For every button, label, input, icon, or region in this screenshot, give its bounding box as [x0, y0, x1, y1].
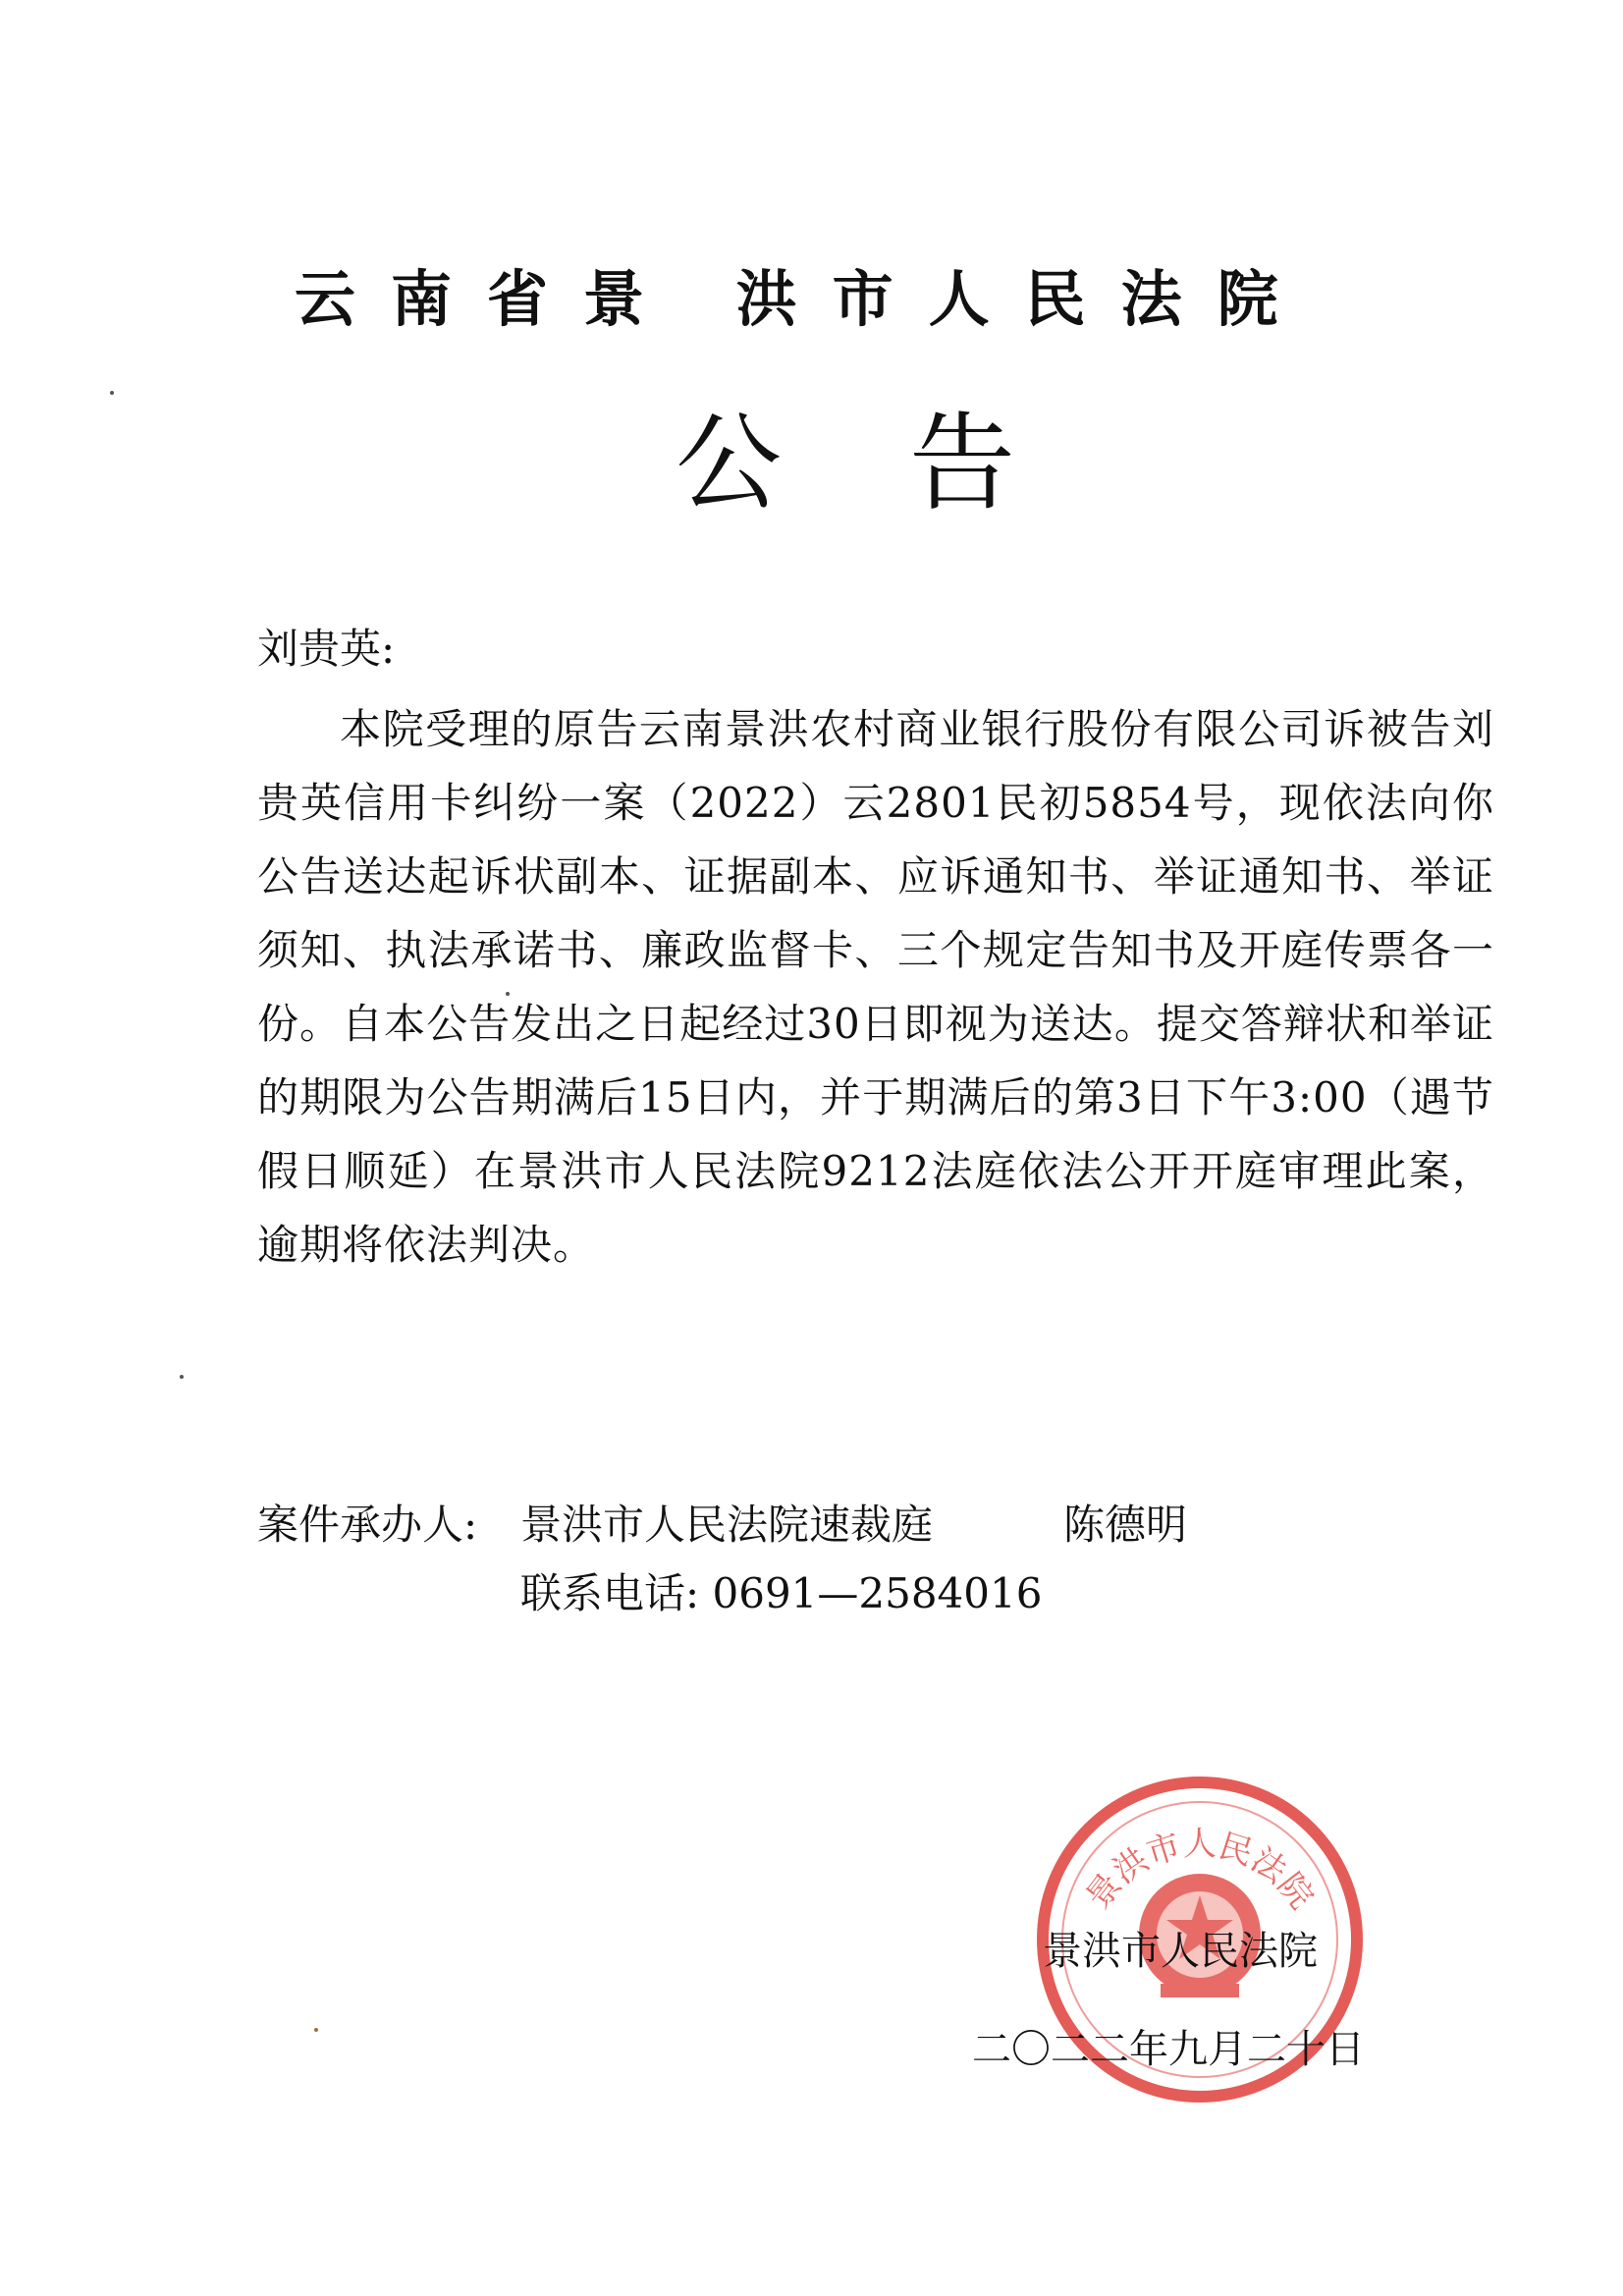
notice-body: 本院受理的原告云南景洪农村商业银行股份有限公司诉被告刘贵英信用卡纠纷一案（2022）云2801民初5854号，现依法向你公告送达起诉状副本、证据副本、应诉通知书、举证通知书、举证须知、执法承诺书、廉政监督卡、三个规定告知书及开庭传票各一份。自本公告发出之日起经过30日即视为送达。提交答辩状和举证的期限为公告期满后15日内，并于期满后的第3日下午3:00（遇节假日顺延）在景洪市人民法院9212法庭依法公开开庭审理此案，逾期将依法判决。 [257, 705, 1494, 1269]
scan-speck [314, 2028, 318, 2032]
scan-speck [180, 1375, 184, 1379]
seal-text: 景洪市人民法院 [1080, 1827, 1320, 1916]
scan-speck [506, 992, 510, 996]
handler-label: 案件承办人: [257, 1501, 478, 1549]
addressee: 刘贵英: [257, 625, 396, 673]
contact-phone: 联系电话: 0691—2584016 [520, 1569, 1043, 1617]
signature-court: 景洪市人民法院 [1043, 1929, 1318, 1974]
court-title: 云南省景 洪市人民法院 [295, 263, 1314, 335]
handler-department: 景洪市人民法院速裁庭 [520, 1501, 934, 1549]
handler-name: 陈德明 [1063, 1501, 1188, 1549]
signature-date: 二〇二二年九月二十日 [972, 2027, 1365, 2072]
notice-title: 公告 [676, 403, 1144, 525]
scan-speck [110, 391, 114, 395]
